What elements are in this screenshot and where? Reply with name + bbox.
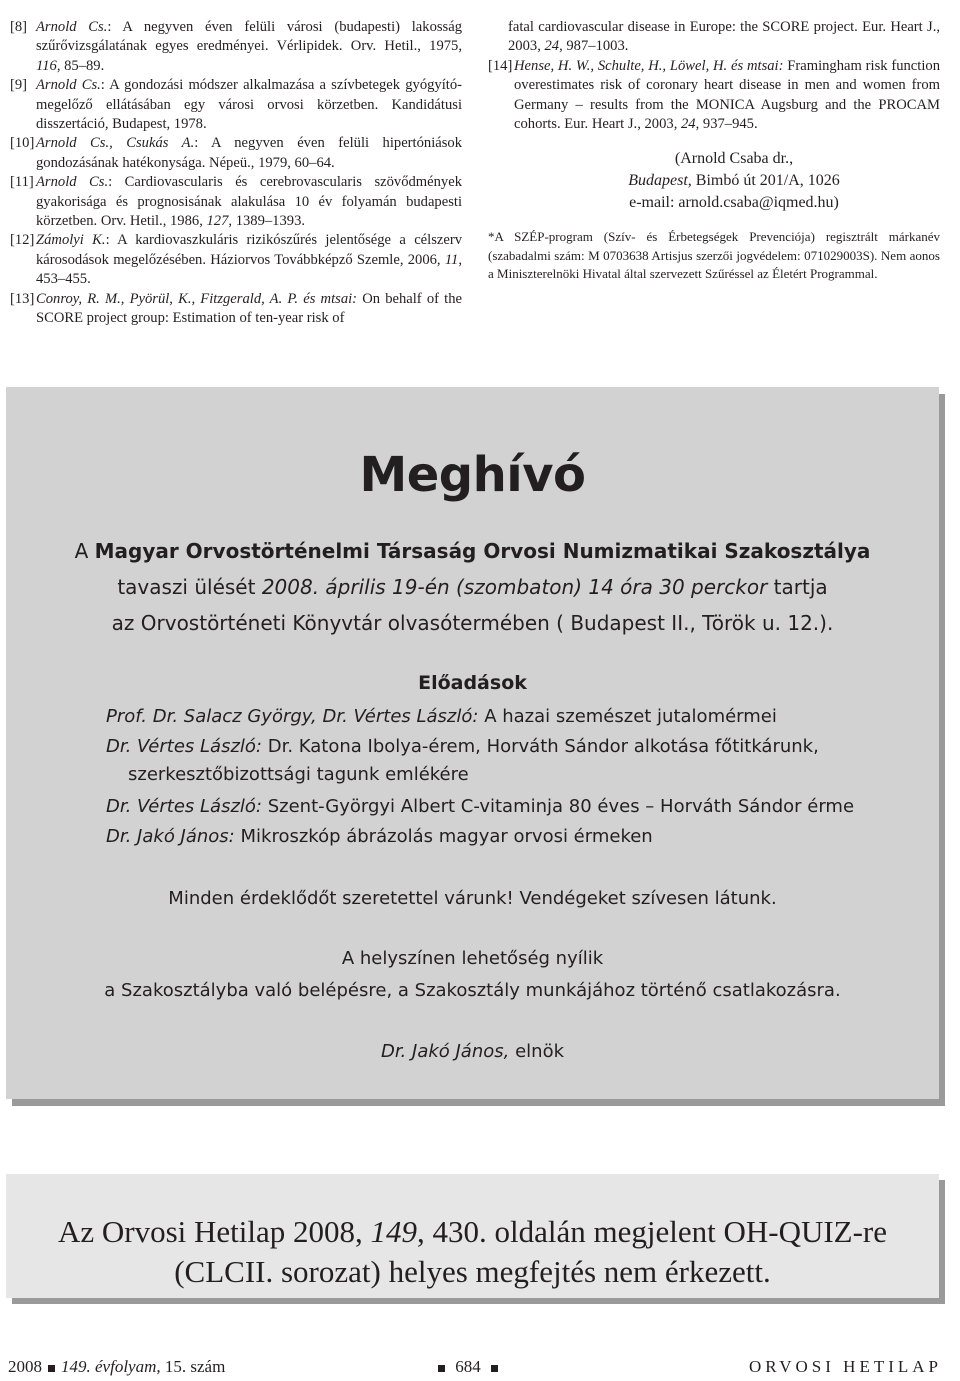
reference-8 (10, 18, 462, 76)
lecture-title-continued: szerkesztőbizottsági tagunk emlékére (128, 764, 469, 785)
page-footer (8, 1357, 942, 1377)
reference-volume: 24 (544, 38, 560, 55)
reference-volume: 24 (681, 116, 696, 133)
reference-volume: 116 (36, 57, 57, 74)
lecture-title: Dr. Katona Ibolya-érem, Horváth Sándor alkotása főtitkárunk, (261, 736, 819, 757)
reference-author: Conroy, R. M., Pyörül, K., Fitzgerald, A. P. és mtsai: (36, 290, 358, 307)
lecture-speaker: Dr. Vértes László: (106, 796, 262, 817)
reference-number: [10] (10, 135, 35, 152)
reference-number: [8] (10, 19, 28, 35)
invitation-text: tartja (767, 575, 828, 599)
lecture-speaker: Dr. Jakó János: (106, 826, 235, 847)
lecture-title: Mikroszkóp ábrázolás magyar orvosi érmeken (234, 826, 653, 847)
reference-number: [14] (488, 57, 513, 74)
invitation-line-1 (6, 537, 939, 565)
journal-name: ORVOSI HETILAP (749, 1357, 942, 1376)
lecture-item (106, 793, 886, 821)
membership-text-2: a Szakosztályba való belépésre, a Szakosztály munkájához történő csatlakozásra. (104, 980, 841, 1001)
signature-role: elnök (509, 1041, 565, 1062)
reference-volume: 11 (444, 251, 459, 268)
lecture-item (106, 733, 886, 789)
welcome-text: Minden érdeklődőt szeretettel várunk! Vendégeket szívesen látunk. (168, 888, 777, 909)
reference-text: : A kardiovaszkuláris rizikószűrés jelentősége a célszerv károsodások megelőzésében. Háziorvos Továbbképző Szemle, 2006, (36, 232, 462, 268)
reference-author: Arnold Cs., Csukás A. (36, 135, 195, 152)
address-email: e-mail: arnold.csaba@iqmed.hu) (629, 194, 839, 212)
lecture-speaker: Dr. Vértes László: (106, 736, 262, 757)
invitation-text: tavaszi ülését (117, 575, 262, 599)
footer-issue-info (8, 1357, 225, 1377)
lectures-heading: Előadások (418, 672, 527, 694)
reference-10 (10, 134, 462, 173)
signature-name: Dr. Jakó János, (380, 1041, 510, 1062)
footer-volume: 149. évfolyam, (61, 1357, 161, 1376)
square-bullet-icon (48, 1365, 55, 1372)
quiz-line-1 (6, 1212, 939, 1252)
square-bullet-icon (491, 1365, 498, 1372)
lecture-speaker: Prof. Dr. Salacz György, Dr. Vértes László: (106, 706, 479, 727)
address-city: Budapest, (628, 172, 692, 190)
invitation-line-2 (6, 573, 939, 601)
quiz-line-2: (CLCII. sorozat) helyes megfejtés nem érkezett. (174, 1254, 771, 1289)
reference-number: [9] (10, 77, 28, 94)
reference-11 (10, 173, 462, 231)
square-bullet-icon (438, 1365, 445, 1372)
quiz-text: Az Orvosi Hetilap 2008, (57, 1214, 371, 1249)
page-number: 684 (455, 1357, 481, 1376)
author-address (488, 148, 940, 214)
lecture-item (106, 703, 886, 731)
reference-author: Arnold Cs. (36, 174, 109, 191)
membership-text-1: A helyszínen lehetőség nyílik (341, 948, 604, 969)
reference-author: Arnold Cs. (36, 19, 108, 35)
event-datetime: 2008. április 19-én (szombaton) 14 óra 30 perckor (261, 575, 768, 599)
signature (6, 1037, 939, 1067)
address-line-2 (528, 170, 940, 192)
invitation-line-3: az Orvostörténeti Könyvtár olvasótermében ( Budapest II., Török u. 12.). (111, 611, 834, 635)
footer-year: 2008 (8, 1357, 42, 1376)
invitation-text: A (74, 539, 95, 563)
reference-text: fatal cardiovascular disease in Europe: the SCORE project. Eur. Heart J., 2003, (508, 19, 940, 55)
address-street: Bimbó út 201/A, 1026 (691, 172, 840, 190)
reference-14 (488, 57, 940, 135)
reference-pages: , 987–1003. (559, 38, 629, 55)
reference-13 (10, 290, 462, 329)
references-right-column (488, 18, 940, 284)
address-line-1: (Arnold Csaba dr., (674, 150, 794, 168)
reference-text: : A negyven éven felüli városi (budapesti) lakosság szűrővizsgálatának egyes eredményei. Vérlipidek. Orv. Hetil., 1975, (36, 19, 462, 55)
footer-issue: 15. szám (164, 1357, 226, 1376)
reference-12 (10, 231, 462, 289)
reference-pages: , 1389–1393. (228, 213, 306, 230)
reference-text: Framingham risk function overestimates risk of coronary heart disease in men and women from Germany – results from the MONICA Augsburg and the PROCAM cohorts. Eur. Heart J., 2003, (514, 57, 940, 133)
society-name: Magyar Orvostörténelmi Társaság Orvosi Numizmatikai Szakosztálya (94, 539, 871, 563)
invitation-box (6, 387, 939, 1099)
reference-text: : A gondozási módszer alkalmazása a szívbetegek gyógyító-megelőző ellátásában egy városi orvosi körzetben. Kandidátusi disszertáció, Budapest, 1978. (36, 77, 462, 133)
quiz-text: , 430. oldalán megjelent OH-QUIZ-re (417, 1214, 888, 1249)
reference-number: [11] (10, 174, 34, 191)
reference-13-continued (488, 18, 940, 57)
references-left-column (10, 18, 462, 329)
invitation-title: Meghívó (359, 447, 586, 503)
reference-number: [12] (10, 232, 35, 249)
reference-author: Zámolyi K. (36, 232, 106, 249)
reference-pages: , 937–945. (695, 116, 758, 133)
footer-page (432, 1357, 504, 1377)
footnote: *A SZÉP-program (Szív- és Érbetegségek Prevenciója) regisztrált márkanév (szabadalmi szám: M 0703638 Artisjus szerzői jogvédelem: 071029003S). Nem aonos a Miniszterelnöki Hivatal által szervezett Szűréssel az Életért Programmal. (488, 229, 940, 282)
reference-author: Hense, H. W., Schulte, H., Löwel, H. és mtsai: (514, 57, 784, 74)
reference-author: Arnold Cs. (36, 77, 101, 94)
quiz-box (6, 1174, 939, 1298)
reference-pages: , 453–455. (36, 251, 462, 288)
reference-volume: 127 (206, 213, 229, 230)
lecture-title: A hazai szemészet jutalomérmei (478, 706, 777, 727)
reference-pages: , 85–89. (56, 57, 105, 74)
reference-text: On behalf of the SCORE project group: Estimation of ten-year risk of (36, 290, 462, 327)
reference-9 (10, 76, 462, 134)
lecture-item (106, 823, 886, 851)
reference-number: [13] (10, 290, 35, 307)
reference-text: : A negyven éven felüli hipertóniások gondozásának hatékonysága. Népeü., 1979, 60–64. (36, 135, 462, 171)
lecture-title: Szent-Györgyi Albert C-vitaminja 80 éves – Horváth Sándor érme (261, 796, 855, 817)
quiz-volume: 149 (370, 1214, 417, 1249)
reference-text: : Cardiovascularis és cerebrovascularis szövődmények gyakorisága és prognosisának alakulása 10 év folyamán budapesti körzetben. Orv. Hetil., 1986, (36, 174, 462, 230)
